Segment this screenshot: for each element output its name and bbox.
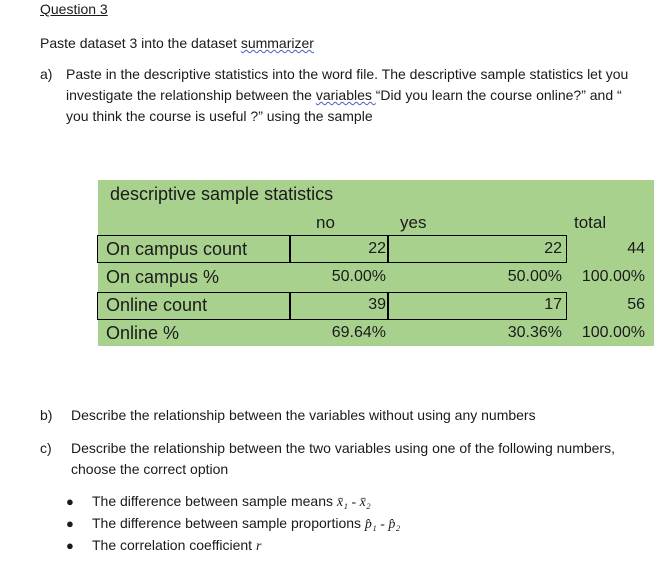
option-text: The difference between sample means	[92, 493, 337, 509]
cell-online-count-total: 56	[627, 296, 645, 313]
column-header-no: no	[316, 213, 335, 232]
column-header-yes: yes	[400, 213, 427, 232]
part-a-line-1: Paste in the descriptive statistics into the word file. The descriptive sample statistics let you	[66, 66, 629, 82]
row-label-on-campus-pct: On campus %	[106, 267, 220, 287]
part-b-marker: b)	[40, 407, 53, 423]
cell-online-pct-total: 100.00%	[581, 324, 645, 341]
option-formula: x̄₁ - x̄₂	[336, 495, 371, 510]
part-a-line-3: you think the course is useful ?” using the sample	[66, 108, 373, 124]
option-sample-means	[92, 491, 371, 513]
column-header-total: total	[574, 213, 607, 232]
cell-box	[387, 292, 567, 320]
question-title: Question 3	[40, 1, 108, 17]
cell-on-campus-count-no: 22	[368, 240, 386, 257]
bullet-icon: ●	[66, 494, 74, 509]
part-a-marker: a)	[40, 66, 53, 82]
option-formula: r	[255, 539, 262, 554]
cell-online-pct-yes: 30.36%	[507, 324, 562, 341]
cell-on-campus-pct-yes: 50.00%	[507, 268, 562, 285]
option-sample-proportions	[92, 513, 400, 535]
row-label-on-campus-count: On campus count	[106, 239, 248, 259]
row-label-online-pct: Online %	[106, 323, 180, 343]
cell-online-count-yes: 17	[544, 296, 562, 313]
cell-online-count-no: 39	[368, 296, 386, 313]
row-label-online-count: Online count	[106, 295, 208, 315]
option-correlation	[92, 535, 261, 557]
instruction-line	[40, 35, 314, 51]
variables-word: variables	[315, 87, 376, 103]
option-text: The correlation coefficient	[92, 537, 256, 553]
cell-online-pct-no: 69.64%	[331, 324, 386, 341]
summarizer-word: summarizer	[240, 35, 314, 51]
bullet-icon: ●	[66, 516, 74, 531]
option-text: The difference between sample proportions	[92, 515, 365, 531]
part-a-line-2-suffix: “Did you learn the course online?” and “	[375, 87, 622, 103]
option-formula: p̂₁ - p̂₂	[364, 517, 401, 532]
part-a-line-2	[66, 85, 622, 106]
cell-on-campus-count-total: 44	[627, 240, 645, 257]
instruction-text: Paste dataset 3 into the dataset	[40, 35, 241, 51]
part-c-line-2: choose the correct option	[71, 461, 229, 477]
part-a-line-2-prefix: investigate the relationship between the	[66, 87, 316, 103]
part-c-line-1: Describe the relationship between the two variables using one of the following numbers,	[71, 440, 615, 456]
cell-box	[387, 235, 567, 263]
part-c-marker: c)	[40, 440, 52, 456]
descriptive-statistics-table	[98, 180, 654, 346]
part-b-text: Describe the relationship between the variables without using any numbers	[71, 407, 536, 423]
cell-on-campus-pct-total: 100.00%	[581, 268, 645, 285]
table-title: descriptive sample statistics	[110, 184, 334, 204]
cell-on-campus-count-yes: 22	[544, 240, 562, 257]
cell-on-campus-pct-no: 50.00%	[331, 268, 386, 285]
bullet-icon: ●	[66, 538, 74, 553]
